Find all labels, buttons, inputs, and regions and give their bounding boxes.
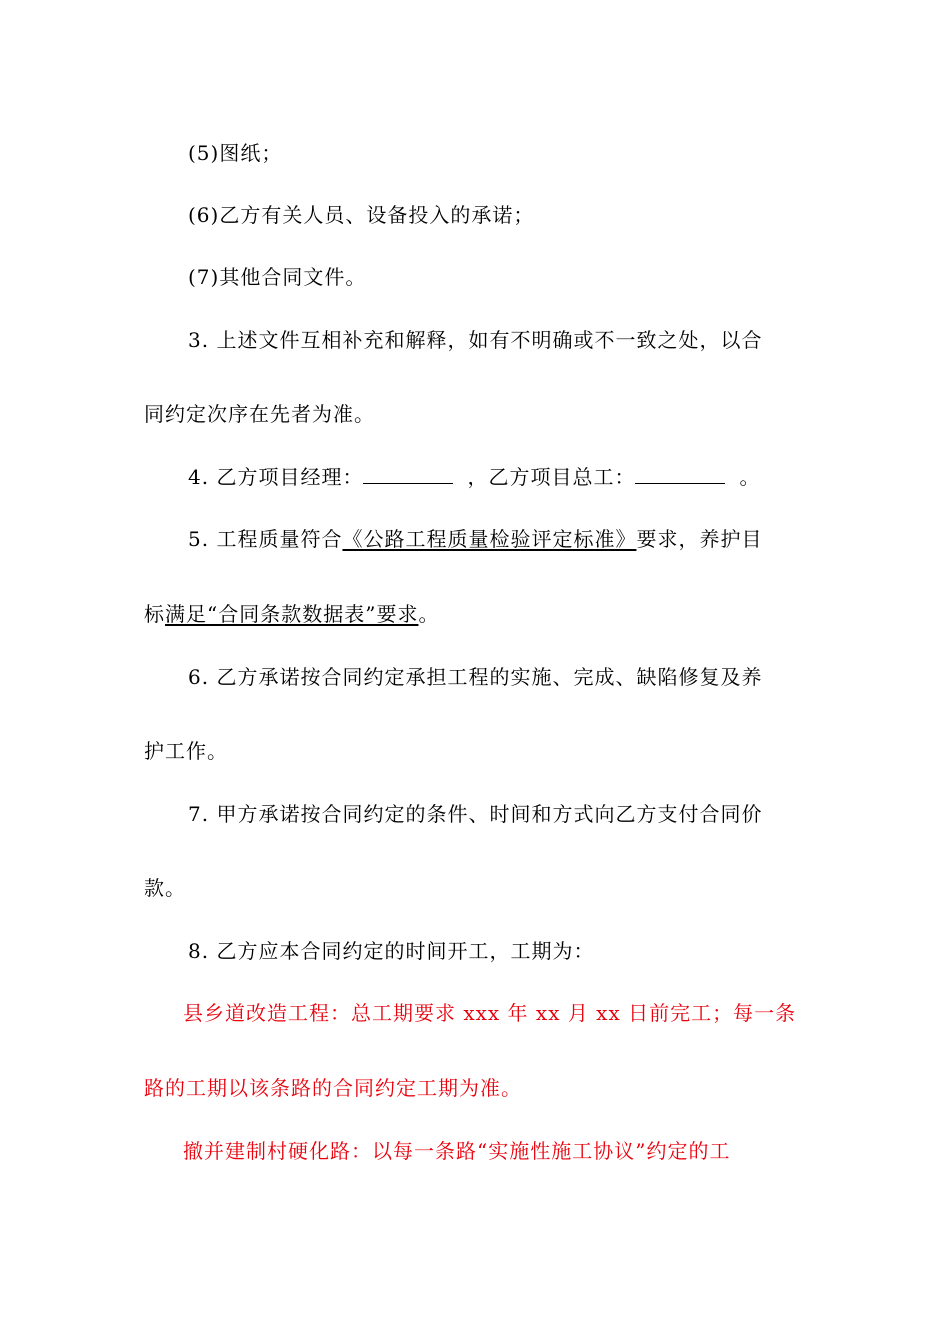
clause-5-line-1 [188, 525, 950, 553]
clause-3-line-1: 3. 上述文件互相补充和解释，如有不明确或不一致之处，以合 [188, 328, 763, 352]
clause-5-line-2 [144, 600, 950, 628]
clause-5-line-2-prefix: 标 [144, 602, 165, 626]
quality-standard-link: 《公路工程质量检验评定标准》 [342, 527, 637, 551]
clause-7-line-1: 7. 甲方承诺按合同约定的条件、时间和方式向乙方支付合同价 [188, 802, 763, 826]
clause-4-period: 。 [739, 465, 761, 489]
chief-engineer-label: ，乙方项目总工： [467, 465, 636, 489]
item-5-drawings: (5)图纸； [188, 141, 283, 165]
project-manager-blank [363, 463, 453, 484]
chief-engineer-blank [635, 463, 725, 484]
clause-6-line-1: 6. 乙方承诺按合同约定承担工程的实施、完成、缺陷修复及养 [188, 665, 763, 689]
county-road-schedule-line-2: 路的工期以该条路的合同约定工期为准。 [144, 1076, 522, 1100]
project-manager-label: 4. 乙方项目经理： [188, 465, 364, 489]
clause-5-suffix: 要求，养护目 [636, 527, 763, 551]
clause-3-line-2: 同约定次序在先者为准。 [144, 402, 375, 426]
county-road-schedule-line-1: 县乡道改造工程：总工期要求 xxx 年 xx 月 xx 日前完工；每一条 [183, 1001, 797, 1025]
clause-4-line [188, 463, 950, 491]
village-road-schedule-line: 撤并建制村硬化路：以每一条路“实施性施工协议”约定的工 [183, 1139, 731, 1163]
clause-8-line: 8. 乙方应本合同约定的时间开工，工期为： [188, 939, 595, 963]
item-7-other-documents: (7)其他合同文件。 [188, 265, 367, 289]
clause-6-line-2: 护工作。 [144, 739, 228, 763]
data-table-reference: 满足“合同条款数据表”要求 [165, 602, 419, 626]
clause-5-period: 。 [418, 602, 440, 626]
clause-5-prefix: 5. 工程质量符合 [188, 527, 343, 551]
item-6-commitment: (6)乙方有关人员、设备投入的承诺； [188, 203, 535, 227]
clause-7-line-2: 款。 [144, 876, 186, 900]
